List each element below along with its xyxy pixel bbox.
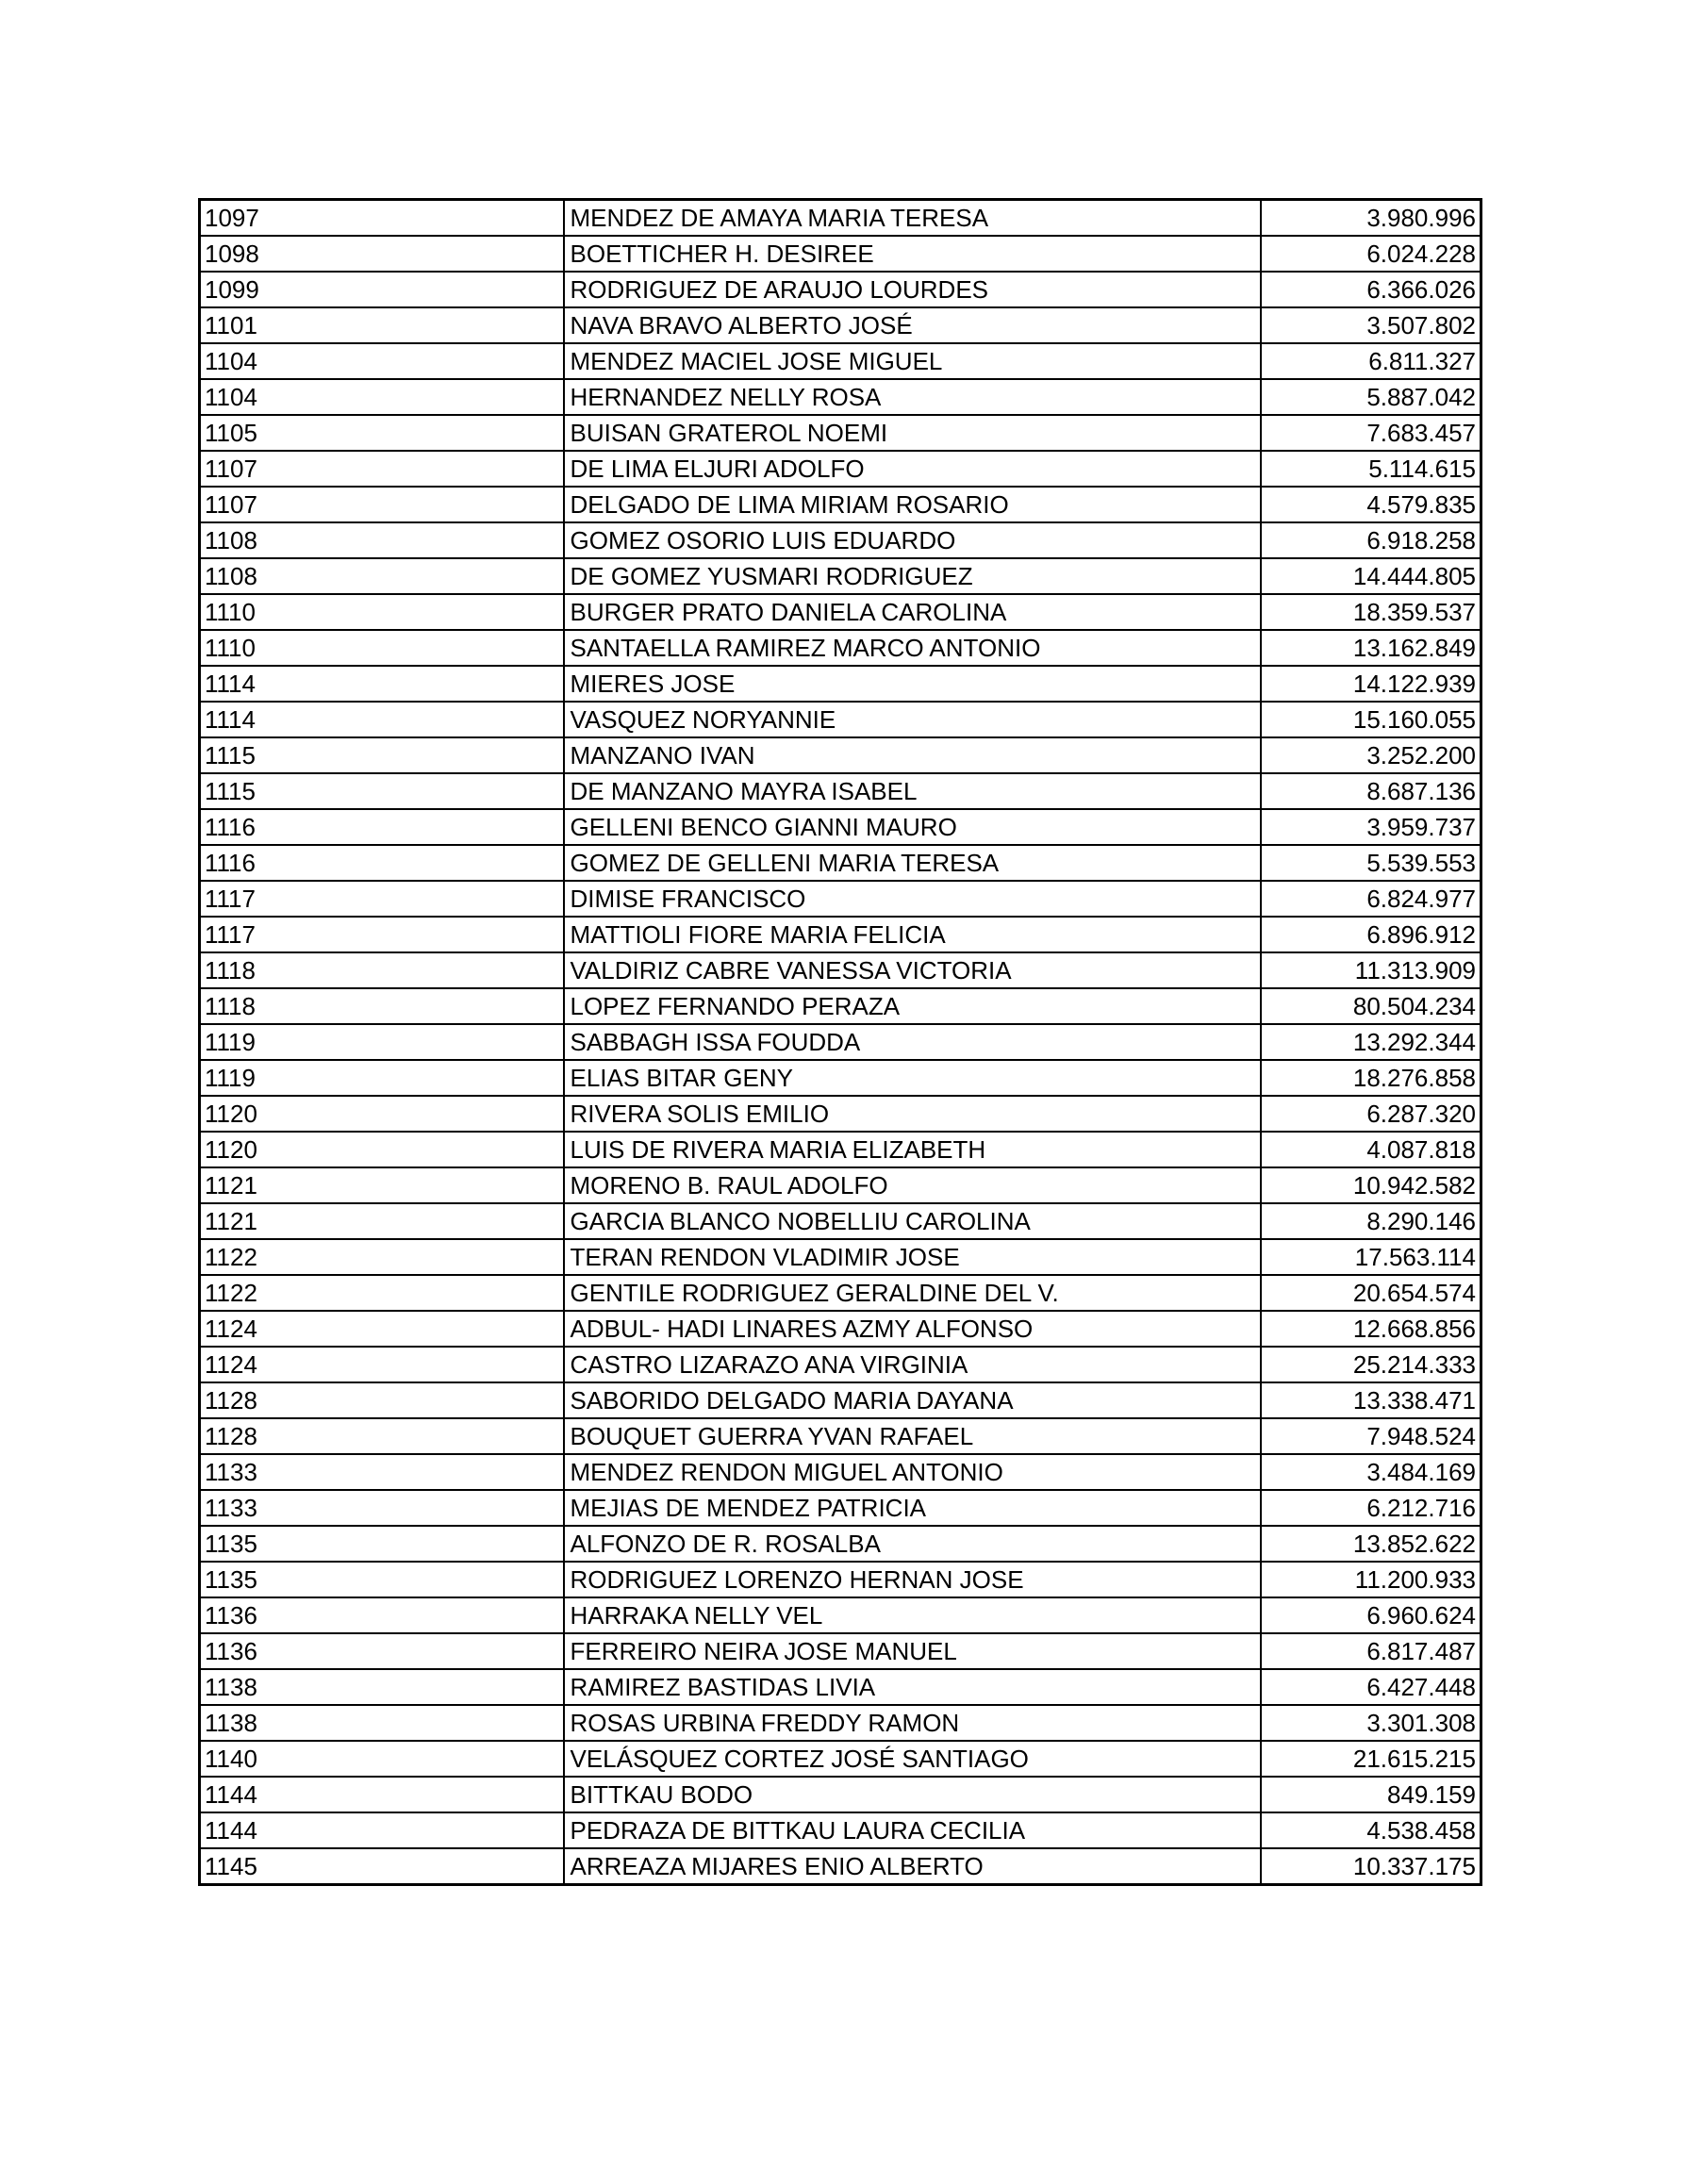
table-row [200, 379, 1481, 415]
table-row [200, 1705, 1481, 1741]
cell-amount: 15.160.055 [1261, 702, 1481, 737]
table-row [200, 988, 1481, 1024]
cell-amount: 5.539.553 [1261, 845, 1481, 881]
cell-amount: 4.538.458 [1261, 1812, 1481, 1848]
table-row [200, 809, 1481, 845]
cell-id: 1105 [200, 415, 564, 451]
cell-amount: 11.200.933 [1261, 1562, 1481, 1597]
cell-id: 1140 [200, 1741, 564, 1777]
cell-name: NAVA BRAVO ALBERTO JOSÉ [564, 307, 1261, 343]
cell-id: 1128 [200, 1382, 564, 1418]
table-row [200, 487, 1481, 522]
cell-amount: 6.212.716 [1261, 1490, 1481, 1526]
cell-amount: 14.444.805 [1261, 558, 1481, 594]
cell-id: 1120 [200, 1096, 564, 1132]
cell-name: DELGADO DE LIMA MIRIAM ROSARIO [564, 487, 1261, 522]
cell-name: BOUQUET GUERRA YVAN RAFAEL [564, 1418, 1261, 1454]
cell-name: ALFONZO DE R. ROSALBA [564, 1526, 1261, 1562]
cell-id: 1122 [200, 1239, 564, 1275]
cell-id: 1115 [200, 773, 564, 809]
table-body [200, 200, 1481, 1885]
cell-amount: 21.615.215 [1261, 1741, 1481, 1777]
cell-name: HARRAKA NELLY VEL [564, 1597, 1261, 1633]
cell-amount: 20.654.574 [1261, 1275, 1481, 1311]
table-row [200, 952, 1481, 988]
table-row [200, 1347, 1481, 1382]
table-row [200, 1669, 1481, 1705]
table-row [200, 1167, 1481, 1203]
cell-amount: 7.683.457 [1261, 415, 1481, 451]
cell-name: RODRIGUEZ LORENZO HERNAN JOSE [564, 1562, 1261, 1597]
cell-name: PEDRAZA DE BITTKAU LAURA CECILIA [564, 1812, 1261, 1848]
cell-name: ROSAS URBINA FREDDY RAMON [564, 1705, 1261, 1741]
cell-amount: 3.507.802 [1261, 307, 1481, 343]
cell-id: 1118 [200, 952, 564, 988]
cell-name: LOPEZ FERNANDO PERAZA [564, 988, 1261, 1024]
cell-id: 1124 [200, 1311, 564, 1347]
cell-id: 1117 [200, 917, 564, 952]
cell-amount: 6.287.320 [1261, 1096, 1481, 1132]
cell-amount: 18.276.858 [1261, 1060, 1481, 1096]
cell-id: 1121 [200, 1167, 564, 1203]
cell-amount: 6.427.448 [1261, 1669, 1481, 1705]
table-row [200, 236, 1481, 272]
cell-name: GENTILE RODRIGUEZ GERALDINE DEL V. [564, 1275, 1261, 1311]
cell-amount: 14.122.939 [1261, 666, 1481, 702]
table-row [200, 1311, 1481, 1347]
cell-id: 1099 [200, 272, 564, 307]
cell-id: 1114 [200, 666, 564, 702]
cell-id: 1116 [200, 845, 564, 881]
cell-name: DE MANZANO MAYRA ISABEL [564, 773, 1261, 809]
cell-id: 1135 [200, 1562, 564, 1597]
cell-id: 1133 [200, 1454, 564, 1490]
table-row [200, 1239, 1481, 1275]
cell-amount: 13.292.344 [1261, 1024, 1481, 1060]
cell-id: 1104 [200, 343, 564, 379]
cell-name: ARREAZA MIJARES ENIO ALBERTO [564, 1848, 1261, 1885]
table-row [200, 558, 1481, 594]
cell-id: 1128 [200, 1418, 564, 1454]
cell-amount: 6.366.026 [1261, 272, 1481, 307]
cell-amount: 13.162.849 [1261, 630, 1481, 666]
table-row [200, 773, 1481, 809]
cell-amount: 5.114.615 [1261, 451, 1481, 487]
cell-amount: 3.959.737 [1261, 809, 1481, 845]
cell-name: ELIAS BITAR GENY [564, 1060, 1261, 1096]
cell-amount: 13.338.471 [1261, 1382, 1481, 1418]
table-row [200, 415, 1481, 451]
cell-name: MORENO B. RAUL ADOLFO [564, 1167, 1261, 1203]
cell-name: GARCIA BLANCO NOBELLIU CAROLINA [564, 1203, 1261, 1239]
cell-id: 1133 [200, 1490, 564, 1526]
table-row [200, 1848, 1481, 1885]
cell-id: 1107 [200, 451, 564, 487]
cell-id: 1144 [200, 1777, 564, 1812]
cell-id: 1114 [200, 702, 564, 737]
cell-name: SABORIDO DELGADO MARIA DAYANA [564, 1382, 1261, 1418]
cell-name: GOMEZ DE GELLENI MARIA TERESA [564, 845, 1261, 881]
cell-id: 1110 [200, 594, 564, 630]
cell-name: LUIS DE RIVERA MARIA ELIZABETH [564, 1132, 1261, 1167]
cell-amount: 6.824.977 [1261, 881, 1481, 917]
document-page [198, 198, 1480, 1886]
cell-id: 1098 [200, 236, 564, 272]
cell-id: 1118 [200, 988, 564, 1024]
cell-name: BITTKAU BODO [564, 1777, 1261, 1812]
cell-name: VALDIRIZ CABRE VANESSA VICTORIA [564, 952, 1261, 988]
cell-id: 1119 [200, 1024, 564, 1060]
cell-id: 1107 [200, 487, 564, 522]
cell-id: 1110 [200, 630, 564, 666]
cell-id: 1097 [200, 200, 564, 237]
cell-id: 1138 [200, 1705, 564, 1741]
cell-id: 1119 [200, 1060, 564, 1096]
cell-name: DE GOMEZ YUSMARI RODRIGUEZ [564, 558, 1261, 594]
cell-id: 1145 [200, 1848, 564, 1885]
table-row [200, 1490, 1481, 1526]
cell-id: 1144 [200, 1812, 564, 1848]
cell-name: DE LIMA ELJURI ADOLFO [564, 451, 1261, 487]
cell-amount: 4.579.835 [1261, 487, 1481, 522]
cell-id: 1135 [200, 1526, 564, 1562]
cell-id: 1136 [200, 1633, 564, 1669]
table-row [200, 343, 1481, 379]
cell-amount: 3.252.200 [1261, 737, 1481, 773]
cell-amount: 6.024.228 [1261, 236, 1481, 272]
cell-name: BURGER PRATO DANIELA CAROLINA [564, 594, 1261, 630]
cell-id: 1101 [200, 307, 564, 343]
table-row [200, 1418, 1481, 1454]
table-row [200, 1454, 1481, 1490]
cell-id: 1117 [200, 881, 564, 917]
cell-amount: 7.948.524 [1261, 1418, 1481, 1454]
table-row [200, 1132, 1481, 1167]
table-row [200, 1382, 1481, 1418]
cell-id: 1121 [200, 1203, 564, 1239]
cell-name: RODRIGUEZ DE ARAUJO LOURDES [564, 272, 1261, 307]
table-row [200, 522, 1481, 558]
cell-amount: 10.337.175 [1261, 1848, 1481, 1885]
cell-amount: 25.214.333 [1261, 1347, 1481, 1382]
cell-amount: 18.359.537 [1261, 594, 1481, 630]
cell-name: DIMISE FRANCISCO [564, 881, 1261, 917]
cell-amount: 12.668.856 [1261, 1311, 1481, 1347]
table-row [200, 1597, 1481, 1633]
cell-amount: 13.852.622 [1261, 1526, 1481, 1562]
table-row [200, 1812, 1481, 1848]
cell-id: 1108 [200, 522, 564, 558]
cell-amount: 8.290.146 [1261, 1203, 1481, 1239]
table-row [200, 1096, 1481, 1132]
table-row [200, 307, 1481, 343]
cell-id: 1115 [200, 737, 564, 773]
cell-id: 1104 [200, 379, 564, 415]
cell-amount: 8.687.136 [1261, 773, 1481, 809]
cell-id: 1122 [200, 1275, 564, 1311]
cell-amount: 3.301.308 [1261, 1705, 1481, 1741]
table-row [200, 1633, 1481, 1669]
cell-name: MENDEZ RENDON MIGUEL ANTONIO [564, 1454, 1261, 1490]
table-row [200, 1526, 1481, 1562]
cell-id: 1116 [200, 809, 564, 845]
cell-id: 1120 [200, 1132, 564, 1167]
cell-amount: 6.811.327 [1261, 343, 1481, 379]
cell-name: ADBUL- HADI LINARES AZMY ALFONSO [564, 1311, 1261, 1347]
cell-name: VASQUEZ NORYANNIE [564, 702, 1261, 737]
table-row [200, 1777, 1481, 1812]
table-row [200, 1562, 1481, 1597]
cell-name: GELLENI BENCO GIANNI MAURO [564, 809, 1261, 845]
table-row [200, 1275, 1481, 1311]
cell-id: 1136 [200, 1597, 564, 1633]
cell-name: TERAN RENDON VLADIMIR JOSE [564, 1239, 1261, 1275]
cell-id: 1138 [200, 1669, 564, 1705]
table-row [200, 1060, 1481, 1096]
cell-name: HERNANDEZ NELLY ROSA [564, 379, 1261, 415]
table-row [200, 451, 1481, 487]
table-row [200, 630, 1481, 666]
cell-amount: 6.817.487 [1261, 1633, 1481, 1669]
cell-name: VELÁSQUEZ CORTEZ JOSÉ SANTIAGO [564, 1741, 1261, 1777]
cell-amount: 3.980.996 [1261, 200, 1481, 237]
table-row [200, 666, 1481, 702]
table-row [200, 1741, 1481, 1777]
cell-name: SANTAELLA RAMIREZ MARCO ANTONIO [564, 630, 1261, 666]
table-row [200, 1203, 1481, 1239]
data-table [198, 198, 1482, 1886]
cell-name: GOMEZ OSORIO LUIS EDUARDO [564, 522, 1261, 558]
table-row [200, 737, 1481, 773]
cell-id: 1108 [200, 558, 564, 594]
cell-name: RIVERA SOLIS EMILIO [564, 1096, 1261, 1132]
cell-name: BOETTICHER H. DESIREE [564, 236, 1261, 272]
cell-amount: 17.563.114 [1261, 1239, 1481, 1275]
cell-name: MANZANO IVAN [564, 737, 1261, 773]
cell-amount: 5.887.042 [1261, 379, 1481, 415]
cell-amount: 11.313.909 [1261, 952, 1481, 988]
cell-name: SABBAGH ISSA FOUDDA [564, 1024, 1261, 1060]
cell-name: BUISAN GRATEROL NOEMI [564, 415, 1261, 451]
cell-id: 1124 [200, 1347, 564, 1382]
cell-name: MIERES JOSE [564, 666, 1261, 702]
cell-amount: 3.484.169 [1261, 1454, 1481, 1490]
table-row [200, 845, 1481, 881]
cell-name: CASTRO LIZARAZO ANA VIRGINIA [564, 1347, 1261, 1382]
cell-amount: 4.087.818 [1261, 1132, 1481, 1167]
cell-name: MENDEZ MACIEL JOSE MIGUEL [564, 343, 1261, 379]
cell-name: MENDEZ DE AMAYA MARIA TERESA [564, 200, 1261, 237]
table-row [200, 1024, 1481, 1060]
cell-amount: 10.942.582 [1261, 1167, 1481, 1203]
cell-amount: 6.960.624 [1261, 1597, 1481, 1633]
table-row [200, 917, 1481, 952]
cell-name: MATTIOLI FIORE MARIA FELICIA [564, 917, 1261, 952]
cell-amount: 849.159 [1261, 1777, 1481, 1812]
cell-amount: 80.504.234 [1261, 988, 1481, 1024]
table-row [200, 272, 1481, 307]
cell-name: FERREIRO NEIRA JOSE MANUEL [564, 1633, 1261, 1669]
table-row [200, 881, 1481, 917]
cell-amount: 6.896.912 [1261, 917, 1481, 952]
table-row [200, 594, 1481, 630]
cell-name: RAMIREZ BASTIDAS LIVIA [564, 1669, 1261, 1705]
table-row [200, 702, 1481, 737]
table-row [200, 200, 1481, 237]
cell-amount: 6.918.258 [1261, 522, 1481, 558]
cell-name: MEJIAS DE MENDEZ PATRICIA [564, 1490, 1261, 1526]
